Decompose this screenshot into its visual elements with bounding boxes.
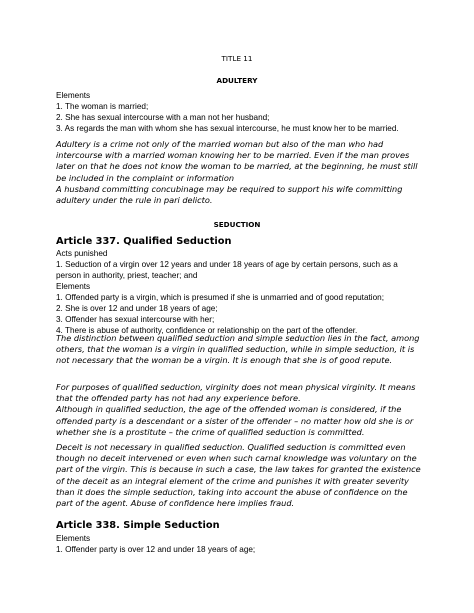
distinction-paragraph: [56, 333, 422, 367]
act-1: 1. Seduction of a virgin over 12 years and under 18 years of age by certain persons, such as a person in authority, priest, teacher; and: [56, 260, 398, 280]
adultery-element-2: 2. She has sexual intercourse with a man not her husband;: [56, 113, 270, 122]
article-337-element-2: 2. She is over 12 and under 18 years of age;: [56, 304, 218, 313]
deceit-paragraph: [56, 442, 422, 509]
article-338-body: [56, 533, 422, 555]
article-337-element-1: 1. Offended party is a virgin, which is presumed if she is unmarried and of good reputation;: [56, 293, 384, 302]
article-338-title: Article 338. Simple Seduction: [56, 520, 220, 531]
adultery-note-2: A husband committing concubinage may be required to support his wife committing adultery under the rule in pari delicto.: [56, 183, 403, 206]
paragraph-text: The distinction between qualified seduction and simple seduction lies in the fact, among others, that the woman is a virgin in qualified seduction, while in simple seduction, it is not necessary that the woman be a virgin. It is enough that she is of good repute.: [56, 333, 420, 366]
seduction-heading: SEDUCTION: [213, 220, 261, 229]
adultery-element-3: 3. As regards the man with whom she has sexual intercourse, he must know her to be married.: [56, 124, 399, 133]
elements-label: Elements: [56, 282, 91, 291]
article-338-element-1: 1. Offender party is over 12 and under 18 years of age;: [56, 545, 256, 554]
paragraph-text: For purposes of qualified seduction, virginity does not mean physical virginity. It means that the offended party has not had any experience before.: [56, 382, 416, 404]
adultery-elements: [56, 90, 422, 134]
virginity-paragraph: [56, 382, 422, 438]
article-337-body: [56, 248, 422, 336]
adultery-heading: ADULTERY: [216, 76, 258, 85]
article-337-title: Article 337. Qualified Seduction: [56, 236, 232, 247]
adultery-note-1: Adultery is a crime not only of the married woman but also of the man who had intercourse with a married woman knowing her to be married. Even if the man proves later on that he does not know the woman to be married, at the beginning, he must still be included in the complaint or information: [56, 139, 418, 183]
adultery-notes: [56, 139, 422, 206]
adultery-element-1: 1. The woman is married;: [56, 102, 149, 111]
article-337-element-4: 4. There is abuse of authority, confidence or relationship on the part of the offender.: [56, 326, 358, 335]
article-337-element-3: 3. Offender has sexual intercourse with her;: [56, 315, 215, 324]
elements-label: Elements: [56, 91, 91, 100]
title-11: TITLE 11: [221, 54, 253, 63]
acts-punished-label: Acts punished: [56, 249, 108, 258]
paragraph-text: Although in qualified seduction, the age of the offended woman is considered, if the offended party is a descendant or a sister of the offender – no matter how old she is or whether she is a prostitute – the crime of qualified seduction is committed.: [56, 404, 414, 437]
paragraph-text: Deceit is not necessary in qualified seduction. Qualified seduction is committed even though no deceit intervened or even when such carnal knowledge was voluntary on the part of the virgin. This is because in such a case, the law takes for granted the existence of the deceit as an integral element of the crime and punishes it with greater severity than it does the simple seduction, taking into account the abuse of confidence on the part of the agent. Abuse of confidence here implies fraud.: [56, 442, 421, 509]
elements-label: Elements: [56, 534, 91, 543]
